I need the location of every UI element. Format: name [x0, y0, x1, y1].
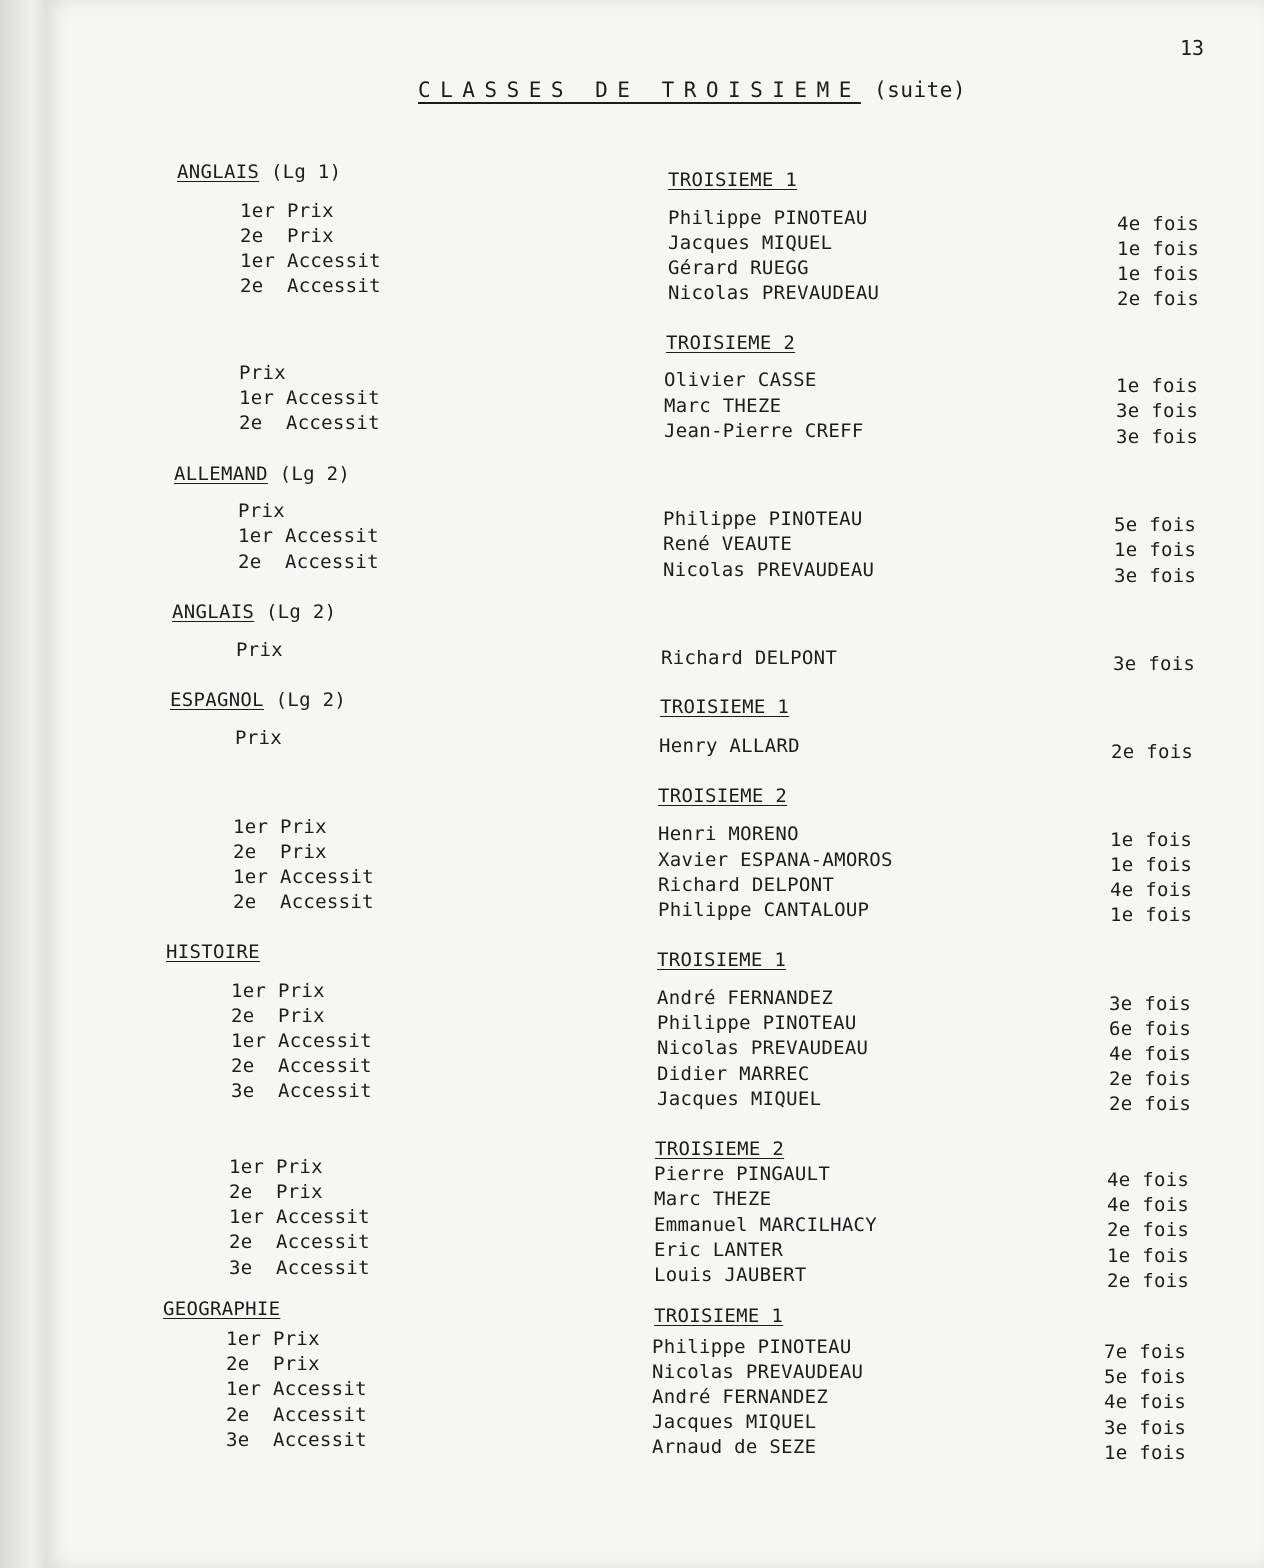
section-heading: ESPAGNOL (Lg 2)	[170, 689, 347, 711]
student-name: Nicolas PREVAUDEAU	[668, 282, 880, 304]
times-count: 3e fois	[1114, 565, 1197, 587]
award-label: 1er Accessit	[238, 525, 379, 547]
award-label: 2e Accessit	[239, 412, 380, 434]
times-count: 1e fois	[1117, 238, 1200, 260]
award-label: 2e Accessit	[231, 1055, 372, 1077]
student-name: Philippe PINOTEAU	[663, 508, 863, 530]
student-name: Marc THEZE	[654, 1188, 772, 1210]
award-label: 1er Accessit	[240, 250, 381, 272]
times-count: 4e fois	[1117, 213, 1200, 235]
times-count: 4e fois	[1107, 1169, 1190, 1191]
page-title	[418, 78, 966, 102]
times-count: 4e fois	[1107, 1194, 1190, 1216]
award-label: 2e Accessit	[238, 551, 379, 573]
page-number: 13	[1180, 36, 1205, 60]
times-count: 3e fois	[1113, 653, 1196, 675]
section-heading: ANGLAIS (Lg 1)	[177, 161, 342, 183]
student-name: Didier MARREC	[657, 1063, 810, 1085]
student-name: Marc THEZE	[664, 395, 782, 417]
student-name: Richard DELPONT	[658, 874, 835, 896]
student-name: Philippe PINOTEAU	[652, 1336, 852, 1358]
page-binding-shadow	[0, 0, 44, 1568]
award-label: 1er Prix	[233, 816, 327, 838]
award-label: Prix	[238, 500, 285, 522]
times-count: 5e fois	[1114, 514, 1197, 536]
award-label: 2e Prix	[229, 1181, 323, 1203]
class-heading: TROISIEME 2	[666, 332, 796, 354]
award-label: 1er Prix	[229, 1156, 323, 1178]
class-heading: TROISIEME 1	[660, 696, 790, 718]
award-label: Prix	[235, 727, 282, 749]
class-heading: TROISIEME 1	[657, 949, 787, 971]
class-heading: TROISIEME 1	[654, 1305, 784, 1327]
class-heading: TROISIEME 2	[658, 785, 788, 807]
award-label: 2e Prix	[233, 841, 327, 863]
student-name: Nicolas PREVAUDEAU	[652, 1361, 864, 1383]
award-label: 1er Prix	[226, 1328, 320, 1350]
times-count: 2e fois	[1111, 741, 1194, 763]
times-count: 2e fois	[1117, 288, 1200, 310]
student-name: Henri MORENO	[658, 823, 799, 845]
award-label: 1er Accessit	[231, 1030, 372, 1052]
times-count: 6e fois	[1109, 1018, 1192, 1040]
student-name: Xavier ESPANA-AMOROS	[658, 849, 893, 871]
student-name: Emmanuel MARCILHACY	[654, 1214, 878, 1236]
student-name: Henry ALLARD	[659, 735, 800, 757]
award-label: 2e Accessit	[226, 1404, 367, 1426]
times-count: 1e fois	[1110, 904, 1193, 926]
student-name: Philippe PINOTEAU	[668, 207, 868, 229]
student-name: Pierre PINGAULT	[654, 1163, 831, 1185]
student-name: Richard DELPONT	[661, 647, 838, 669]
award-label: 3e Accessit	[231, 1080, 372, 1102]
times-count: 7e fois	[1104, 1341, 1187, 1363]
award-label: 2e Accessit	[233, 891, 374, 913]
award-label: 2e Prix	[231, 1005, 325, 1027]
times-count: 1e fois	[1110, 854, 1193, 876]
times-count: 1e fois	[1114, 539, 1197, 561]
award-label: 1er Accessit	[229, 1206, 370, 1228]
times-count: 1e fois	[1107, 1245, 1190, 1267]
times-count: 2e fois	[1109, 1093, 1192, 1115]
section-heading: ANGLAIS (Lg 2)	[172, 601, 337, 623]
title-suffix: (suite)	[874, 78, 967, 102]
section-heading: ALLEMAND (Lg 2)	[174, 463, 351, 485]
student-name: Jacques MIQUEL	[657, 1088, 822, 1110]
student-name: René VEAUTE	[663, 533, 793, 555]
award-label: 1er Accessit	[233, 866, 374, 888]
award-label: 2e Prix	[226, 1353, 320, 1375]
award-label: Prix	[239, 362, 286, 384]
student-name: André FERNANDEZ	[652, 1386, 829, 1408]
times-count: 3e fois	[1104, 1417, 1187, 1439]
times-count: 1e fois	[1117, 263, 1200, 285]
student-name: Jacques MIQUEL	[652, 1411, 817, 1433]
times-count: 4e fois	[1109, 1043, 1192, 1065]
award-label: 1er Prix	[240, 200, 334, 222]
class-heading: TROISIEME 2	[655, 1138, 785, 1160]
student-name: Eric LANTER	[654, 1239, 784, 1261]
student-name: Arnaud de SEZE	[652, 1436, 817, 1458]
student-name: Nicolas PREVAUDEAU	[663, 559, 875, 581]
class-heading: TROISIEME 1	[668, 169, 798, 191]
award-label: 3e Accessit	[226, 1429, 367, 1451]
times-count: 4e fois	[1104, 1391, 1187, 1413]
award-label: 3e Accessit	[229, 1257, 370, 1279]
award-label: 2e Prix	[240, 225, 334, 247]
times-count: 3e fois	[1116, 426, 1199, 448]
times-count: 5e fois	[1104, 1366, 1187, 1388]
times-count: 4e fois	[1110, 879, 1193, 901]
times-count: 2e fois	[1109, 1068, 1192, 1090]
times-count: 1e fois	[1116, 375, 1199, 397]
award-label: 2e Accessit	[240, 275, 381, 297]
award-label: 1er Accessit	[239, 387, 380, 409]
award-label: Prix	[236, 639, 283, 661]
student-name: André FERNANDEZ	[657, 987, 834, 1009]
student-name: Jacques MIQUEL	[668, 232, 833, 254]
student-name: Jean-Pierre CREFF	[664, 420, 864, 442]
section-heading: HISTOIRE	[166, 941, 260, 963]
times-count: 1e fois	[1110, 829, 1193, 851]
title-main: CLASSES DE TROISIEME	[418, 78, 861, 102]
student-name: Louis JAUBERT	[654, 1264, 807, 1286]
student-name: Olivier CASSE	[664, 369, 817, 391]
student-name: Philippe PINOTEAU	[657, 1012, 857, 1034]
award-label: 1er Prix	[231, 980, 325, 1002]
times-count: 1e fois	[1104, 1442, 1187, 1464]
student-name: Nicolas PREVAUDEAU	[657, 1037, 869, 1059]
award-label: 2e Accessit	[229, 1231, 370, 1253]
times-count: 3e fois	[1109, 993, 1192, 1015]
award-label: 1er Accessit	[226, 1378, 367, 1400]
section-heading: GEOGRAPHIE	[163, 1298, 281, 1320]
times-count: 2e fois	[1107, 1219, 1190, 1241]
times-count: 2e fois	[1107, 1270, 1190, 1292]
student-name: Philippe CANTALOUP	[658, 899, 870, 921]
times-count: 3e fois	[1116, 400, 1199, 422]
student-name: Gérard RUEGG	[668, 257, 809, 279]
